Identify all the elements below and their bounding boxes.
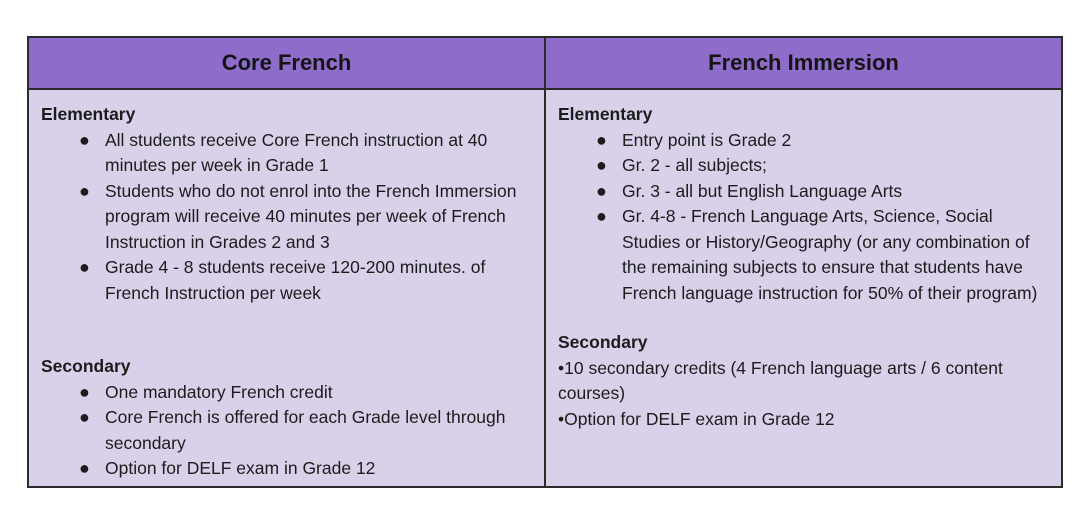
bullet-icon: ●	[596, 155, 607, 175]
bullet-icon: ●	[596, 180, 607, 201]
immersion-elementary-list	[558, 128, 1049, 307]
content-row	[28, 89, 1062, 487]
list-item	[41, 255, 532, 306]
french-immersion-cell	[545, 89, 1062, 487]
list-item-text: Students who do not enrol into the French Immersion program will receive 40 minutes per week of French Instruction in Grades 2 and 3	[105, 180, 517, 252]
section-spacer	[558, 306, 1049, 330]
section-spacer	[41, 306, 532, 354]
list-item-text: Grade 4 - 8 students receive 120-200 minutes. of French Instruction per week	[105, 257, 486, 303]
core-secondary-list	[41, 380, 532, 482]
list-item-text: Core French is offered for each Grade level through secondary	[105, 407, 506, 453]
list-item	[41, 405, 532, 456]
bullet-icon: ●	[79, 180, 90, 201]
core-french-cell	[28, 89, 545, 487]
list-item-text: Gr. 4-8 - French Language Arts, Science, Social Studies or History/Geography (or any combination of the remaining subjects to ensure that students have French language instruction for 50% of their program)	[622, 206, 1038, 303]
comparison-table	[27, 36, 1063, 488]
list-item-text: One mandatory French credit	[105, 381, 333, 402]
bullet-icon: ●	[79, 458, 90, 478]
core-elementary-title: Elementary	[41, 104, 136, 124]
list-item	[558, 179, 1049, 205]
list-item-text: All students receive Core French instruction at 40 minutes per week in Grade 1	[105, 129, 488, 175]
list-item	[558, 128, 1049, 154]
list-item-text: Gr. 3 - all but English Language Arts	[622, 180, 903, 201]
list-item-text: Option for DELF exam in Grade 12	[105, 458, 376, 478]
bullet-icon: ●	[596, 206, 607, 226]
list-item-text: Entry point is Grade 2	[622, 129, 792, 150]
header-core-french: Core French	[28, 37, 545, 89]
core-secondary-title: Secondary	[41, 356, 131, 376]
header-french-immersion: French Immersion	[545, 37, 1062, 89]
list-item-text: Gr. 2 - all subjects;	[622, 155, 767, 175]
immersion-secondary-title: Secondary	[558, 332, 648, 352]
bullet-icon: ●	[79, 257, 90, 277]
list-item	[558, 204, 1049, 306]
bullet-icon: ●	[79, 129, 90, 150]
list-item	[41, 456, 532, 482]
list-item	[41, 380, 532, 406]
comparison-table-container	[27, 36, 1061, 488]
header-row	[28, 37, 1062, 89]
bullet-icon: ●	[79, 407, 90, 427]
core-elementary-list	[41, 128, 532, 307]
list-item	[41, 128, 532, 179]
bullet-icon: ●	[596, 129, 607, 150]
immersion-elementary-title: Elementary	[558, 104, 653, 124]
immersion-secondary-line: •10 secondary credits (4 French language arts / 6 content courses)	[558, 357, 1003, 403]
list-item	[558, 153, 1049, 179]
list-item	[41, 179, 532, 256]
immersion-secondary-line: •Option for DELF exam in Grade 12	[558, 408, 835, 429]
bullet-icon: ●	[79, 381, 90, 402]
